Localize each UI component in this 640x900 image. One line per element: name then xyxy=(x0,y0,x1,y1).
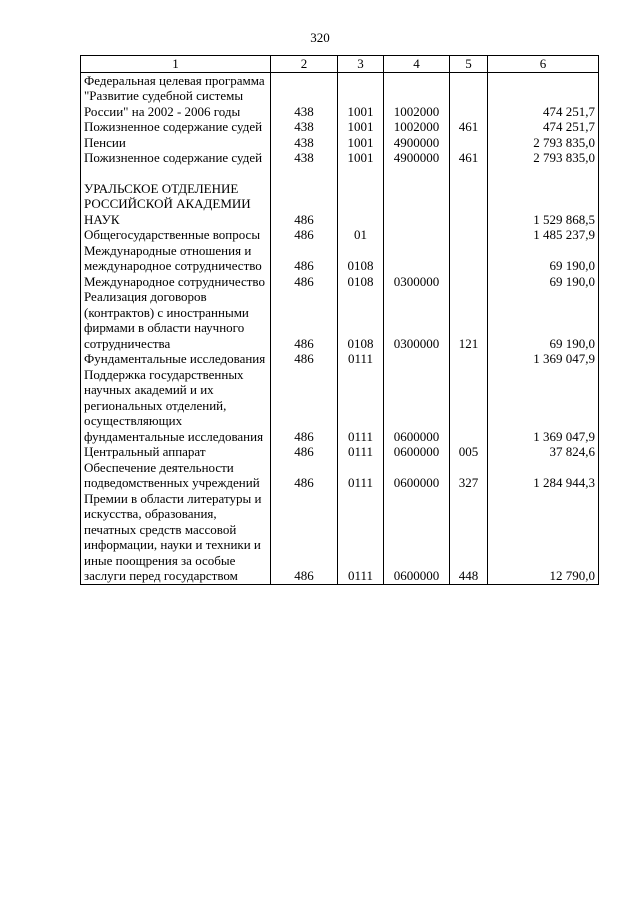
row-ved-code: 486 xyxy=(271,351,338,367)
row-name: Обеспечение деятельности подведомственных учреждений xyxy=(81,460,271,491)
row-name: УРАЛЬСКОЕ ОТДЕЛЕНИЕ РОССИЙСКОЙ АКАДЕМИИ НАУК xyxy=(81,181,271,228)
row-section-code: 0111 xyxy=(338,491,384,585)
column-header-3: 3 xyxy=(338,56,384,73)
row-expense-type-code: 448 xyxy=(450,491,488,585)
row-expense-type-code xyxy=(450,367,488,445)
row-name: Реализация договоров (контрактов) с иностранными фирмами в области научного сотрудничества xyxy=(81,289,271,351)
row-ved-code: 438 xyxy=(271,150,338,166)
row-amount: 1 369 047,9 xyxy=(488,351,599,367)
table-row xyxy=(81,150,599,166)
row-section-code: 0108 xyxy=(338,289,384,351)
table-body xyxy=(81,72,599,584)
row-expense-type-code: 461 xyxy=(450,150,488,166)
row-section-code: 0111 xyxy=(338,460,384,491)
row-name xyxy=(81,166,271,181)
row-expense-type-code xyxy=(450,181,488,228)
row-target-code: 0300000 xyxy=(384,289,450,351)
table-row xyxy=(81,72,599,119)
row-amount: 69 190,0 xyxy=(488,274,599,290)
row-amount: 1 369 047,9 xyxy=(488,367,599,445)
row-section-code: 1001 xyxy=(338,72,384,119)
column-header-2: 2 xyxy=(271,56,338,73)
table-row xyxy=(81,444,599,460)
row-section-code: 1001 xyxy=(338,150,384,166)
row-amount: 12 790,0 xyxy=(488,491,599,585)
row-target-code xyxy=(384,227,450,243)
row-expense-type-code: 327 xyxy=(450,460,488,491)
column-header-6: 6 xyxy=(488,56,599,73)
row-target-code xyxy=(384,166,450,181)
row-amount: 474 251,7 xyxy=(488,119,599,135)
row-amount: 1 485 237,9 xyxy=(488,227,599,243)
row-target-code: 0600000 xyxy=(384,460,450,491)
table-row xyxy=(81,289,599,351)
row-name: Пожизненное содержание судей xyxy=(81,150,271,166)
row-amount: 1 284 944,3 xyxy=(488,460,599,491)
row-ved-code: 486 xyxy=(271,227,338,243)
row-section-code: 0111 xyxy=(338,444,384,460)
row-target-code: 0600000 xyxy=(384,367,450,445)
row-section-code: 1001 xyxy=(338,119,384,135)
budget-table xyxy=(80,55,599,585)
table-row xyxy=(81,367,599,445)
row-ved-code: 438 xyxy=(271,119,338,135)
row-ved-code xyxy=(271,166,338,181)
table-row xyxy=(81,166,599,181)
row-expense-type-code: 005 xyxy=(450,444,488,460)
row-name: Общегосударственные вопросы xyxy=(81,227,271,243)
row-section-code: 0108 xyxy=(338,243,384,274)
row-section-code xyxy=(338,166,384,181)
row-section-code: 1001 xyxy=(338,135,384,151)
row-target-code: 0300000 xyxy=(384,274,450,290)
row-name: Пенсии xyxy=(81,135,271,151)
row-target-code: 1002000 xyxy=(384,72,450,119)
row-expense-type-code xyxy=(450,351,488,367)
row-ved-code: 486 xyxy=(271,243,338,274)
table-row xyxy=(81,135,599,151)
row-ved-code: 438 xyxy=(271,135,338,151)
column-header-5: 5 xyxy=(450,56,488,73)
row-expense-type-code xyxy=(450,227,488,243)
table-row xyxy=(81,274,599,290)
row-amount xyxy=(488,166,599,181)
row-target-code: 4900000 xyxy=(384,135,450,151)
row-ved-code: 486 xyxy=(271,491,338,585)
header-row xyxy=(81,56,599,73)
row-amount: 474 251,7 xyxy=(488,72,599,119)
row-ved-code: 486 xyxy=(271,367,338,445)
row-name: Поддержка государственных научных академий и их региональных отделений, осуществляющих фундаментальные исследования xyxy=(81,367,271,445)
row-ved-code: 486 xyxy=(271,460,338,491)
table-row xyxy=(81,243,599,274)
row-target-code: 0600000 xyxy=(384,491,450,585)
row-name: Премии в области литературы и искусства, образования, печатных средств массовой информации, науки и техники и иные поощрения за особые заслуги перед государством xyxy=(81,491,271,585)
row-ved-code: 486 xyxy=(271,444,338,460)
table-row xyxy=(81,351,599,367)
row-ved-code: 486 xyxy=(271,181,338,228)
page-number: 320 xyxy=(310,30,330,45)
table-row xyxy=(81,227,599,243)
row-expense-type-code xyxy=(450,243,488,274)
row-name: Международные отношения и международное сотрудничество xyxy=(81,243,271,274)
row-section-code xyxy=(338,181,384,228)
row-target-code xyxy=(384,243,450,274)
row-amount: 2 793 835,0 xyxy=(488,150,599,166)
table-header xyxy=(81,56,599,73)
row-name: Пожизненное содержание судей xyxy=(81,119,271,135)
row-target-code xyxy=(384,181,450,228)
row-amount: 69 190,0 xyxy=(488,243,599,274)
row-expense-type-code: 121 xyxy=(450,289,488,351)
row-target-code: 1002000 xyxy=(384,119,450,135)
row-expense-type-code xyxy=(450,72,488,119)
row-name: Фундаментальные исследования xyxy=(81,351,271,367)
table-row xyxy=(81,119,599,135)
row-amount: 2 793 835,0 xyxy=(488,135,599,151)
row-section-code: 0111 xyxy=(338,351,384,367)
table-row xyxy=(81,491,599,585)
row-name: Центральный аппарат xyxy=(81,444,271,460)
row-expense-type-code xyxy=(450,135,488,151)
table-row xyxy=(81,181,599,228)
row-ved-code: 486 xyxy=(271,289,338,351)
row-section-code: 0108 xyxy=(338,274,384,290)
row-section-code: 01 xyxy=(338,227,384,243)
row-target-code: 4900000 xyxy=(384,150,450,166)
row-target-code xyxy=(384,351,450,367)
row-expense-type-code xyxy=(450,166,488,181)
row-ved-code: 438 xyxy=(271,72,338,119)
column-header-4: 4 xyxy=(384,56,450,73)
row-amount: 37 824,6 xyxy=(488,444,599,460)
row-expense-type-code: 461 xyxy=(450,119,488,135)
row-target-code: 0600000 xyxy=(384,444,450,460)
row-name: Федеральная целевая программа "Развитие судебной системы России" на 2002 - 2006 годы xyxy=(81,72,271,119)
row-amount: 69 190,0 xyxy=(488,289,599,351)
row-expense-type-code xyxy=(450,274,488,290)
row-section-code: 0111 xyxy=(338,367,384,445)
row-ved-code: 486 xyxy=(271,274,338,290)
column-header-1: 1 xyxy=(81,56,271,73)
row-amount: 1 529 868,5 xyxy=(488,181,599,228)
table-row xyxy=(81,460,599,491)
row-name: Международное сотрудничество xyxy=(81,274,271,290)
